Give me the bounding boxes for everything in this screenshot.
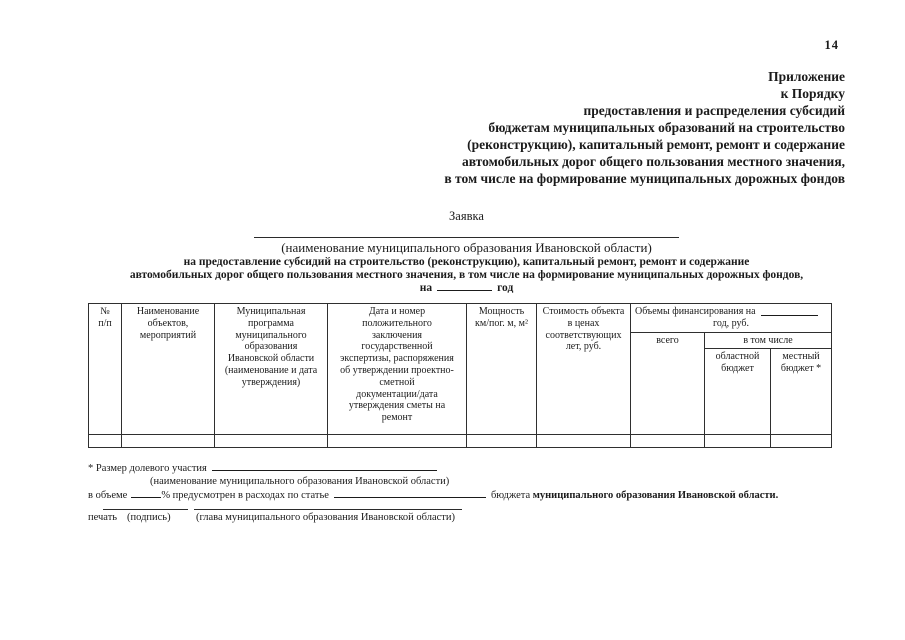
appendix-line: (реконструкцию), капитальный ремонт, ремонт и содержание	[467, 137, 845, 152]
col-number-header	[89, 304, 122, 435]
article-fill-in-blank	[334, 489, 486, 498]
footnote-budget-label: бюджета	[490, 490, 531, 501]
header-line: п/п	[98, 317, 112, 329]
header-line: государственной	[361, 341, 433, 353]
appendix-line: к Порядку	[780, 86, 845, 101]
header-line: Стоимость объекта	[542, 306, 625, 317]
header-line: соответствующих	[545, 329, 622, 341]
empty-cell	[705, 435, 771, 448]
application-title: Заявка	[449, 209, 484, 223]
header-line: Дата и номер	[368, 306, 426, 317]
header-line: Мощность	[478, 306, 525, 317]
financing-label: Объемы финансирования на	[635, 306, 756, 317]
col-financing-header	[631, 304, 832, 333]
page-number: 14	[824, 38, 839, 52]
application-purpose-line1: на предоставление субсидий на строительство (реконструкцию), капитальный ремонт, ремонт и содержание	[183, 256, 750, 268]
header-line: муниципального	[235, 329, 307, 341]
table-empty-row	[89, 435, 832, 448]
signature-line-left	[103, 509, 188, 510]
col-including-header: в том числе	[705, 333, 832, 349]
empty-cell	[537, 435, 631, 448]
org-name-fill-in-line	[254, 237, 679, 238]
appendix-line: Приложение	[768, 69, 845, 84]
signature-line-right	[194, 509, 462, 510]
header-line: лет, руб.	[565, 341, 602, 353]
seal-label: печать	[88, 512, 118, 523]
col-cost-header	[537, 304, 631, 435]
footnote-article-label: % предусмотрен в расходах по статье	[161, 490, 329, 501]
header-line: в ценах	[567, 317, 600, 329]
empty-cell	[89, 435, 122, 448]
appendix-line: предоставления и распределения субсидий	[583, 103, 845, 118]
header-line: бюджет *	[780, 362, 822, 374]
appendix-line: автомобильных дорог общего пользования местного значения,	[461, 154, 845, 169]
application-purpose-line2: автомобильных дорог общего пользования местного значения, в том числе на формирование муниципальных дорожных фондов,	[129, 269, 804, 281]
footnote-budget-owner-bold: муниципального образования Ивановской области.	[532, 490, 779, 501]
financing-units: год, руб.	[713, 317, 749, 329]
footnote-budget-line	[88, 489, 778, 501]
col-total-header: всего	[631, 333, 705, 435]
empty-cell	[771, 435, 832, 448]
percent-fill-in-blank	[131, 489, 161, 498]
header-line: (наименование и дата	[224, 364, 318, 376]
appendix-line: в том числе на формирование муниципальных дорожных фондов	[444, 171, 845, 186]
empty-cell	[467, 435, 537, 448]
col-program-header	[215, 304, 328, 435]
header-line: бюджет	[721, 362, 754, 374]
empty-cell	[215, 435, 328, 448]
footnote-volume-label: в объеме	[88, 490, 128, 501]
header-line: Ивановской области	[227, 353, 315, 365]
empty-cell	[328, 435, 467, 448]
header-line: областной	[715, 351, 760, 362]
header-line: мероприятий	[139, 329, 197, 341]
header-line: утверждения)	[241, 376, 301, 388]
empty-cell	[631, 435, 705, 448]
header-line: №	[100, 306, 110, 317]
footnote-share-label: * Размер долевого участия	[88, 463, 207, 474]
footnote-org-caption: (наименование муниципального образования Ивановской области)	[150, 476, 450, 487]
footnote-share-line	[88, 462, 437, 474]
header-line: объектов,	[147, 317, 189, 329]
header-line: экспертизы, распоряжения	[340, 353, 454, 365]
col-regional-budget-header	[705, 349, 771, 435]
appendix-line: бюджетам муниципальных образований на строительство	[488, 120, 845, 135]
header-line: км/пог. м, м²	[475, 317, 528, 329]
header-line: об утверждении проектно-	[340, 364, 454, 376]
col-local-budget-header	[771, 349, 832, 435]
appendix-block	[285, 68, 845, 187]
header-line: ремонт	[381, 412, 413, 424]
header-line: заключения	[371, 329, 423, 341]
col-objects-header	[122, 304, 215, 435]
header-line: местный	[782, 351, 820, 362]
footnote-org-fill-in-blank	[212, 462, 437, 471]
header-line: документации/дата	[356, 388, 438, 400]
signature-label: (подпись)	[127, 512, 171, 523]
header-line: программа	[248, 317, 294, 329]
application-year-line	[88, 282, 845, 294]
org-name-caption: (наименование муниципального образования Ивановской области)	[281, 240, 652, 255]
head-of-municipality-label: (глава муниципального образования Ивановской области)	[196, 512, 455, 523]
org-name-blank-wrap	[88, 237, 845, 238]
financing-title-row	[633, 306, 829, 318]
col-expertise-header	[328, 304, 467, 435]
header-line: положительного	[362, 317, 432, 329]
header-line: сметной	[379, 376, 415, 388]
year-prefix: на	[419, 282, 433, 294]
header-line: образования	[244, 341, 298, 353]
financing-year-fill-in-blank	[761, 315, 818, 316]
header-line: утверждения сметы на	[348, 400, 446, 412]
year-suffix: год	[497, 282, 514, 294]
empty-cell	[122, 435, 215, 448]
header-line: Наименование	[136, 306, 200, 317]
subsidy-application-table	[88, 303, 832, 448]
col-capacity-header	[467, 304, 537, 435]
year-fill-in-blank	[437, 282, 492, 291]
header-line: Муниципальная	[236, 306, 306, 317]
